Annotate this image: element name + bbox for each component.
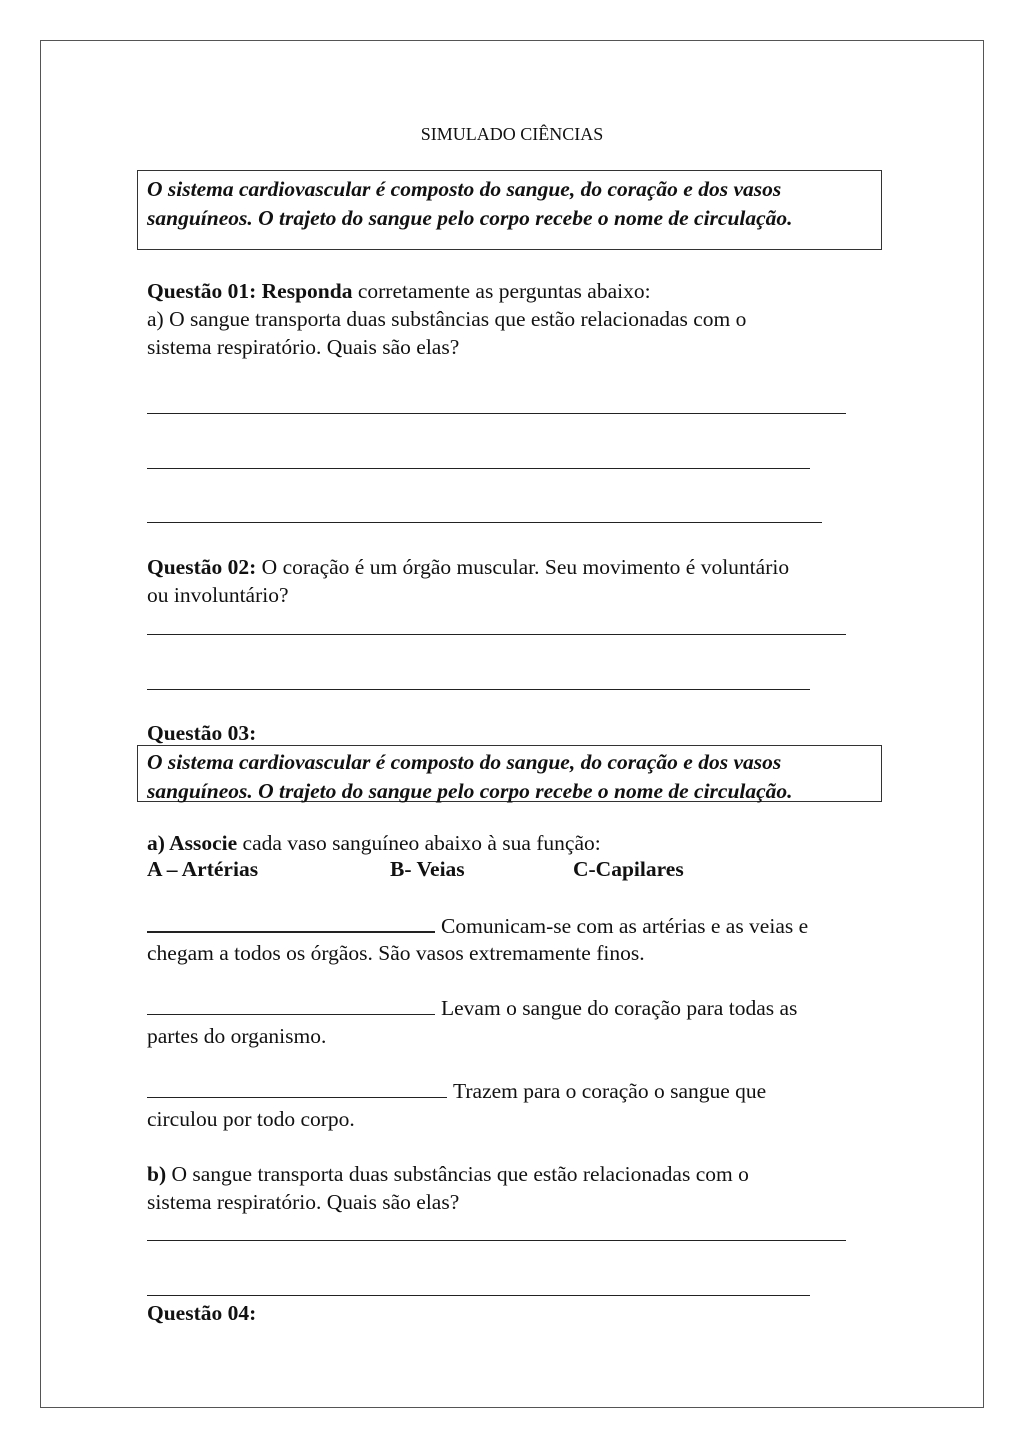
answer-line[interactable] [147,689,810,690]
question-2-text: O coração é um órgão muscular. Seu movimento é voluntário [256,555,790,579]
answer-line[interactable] [147,634,846,635]
option-arterias [147,855,258,883]
question-2-label: Questão 02: [147,555,257,579]
match-blank[interactable] [147,911,435,933]
question-3-label-text: Questão 03: [147,721,257,745]
question-4-label-text: Questão 04: [147,1301,257,1325]
answer-line[interactable] [147,468,810,469]
answer-line[interactable] [147,522,822,523]
answer-line[interactable] [147,1295,810,1296]
match-item-2-line-2: partes do organismo. [147,1024,327,1048]
match-item-3-text: Trazem para o coração o sangue que [453,1079,767,1103]
question-3-box-line-1: O sistema cardiovascular é composto do sangue, do coração e dos vasos [147,750,782,774]
question-3a-heading [147,829,601,857]
question-1-instruction: corretamente as perguntas abaixo: [352,279,651,303]
answer-line[interactable] [147,1240,846,1241]
intro-box-line-2: sanguíneos. O trajeto do sangue pelo corpo recebe o nome de circulação. [147,206,793,230]
page-title: SIMULADO CIÊNCIAS [420,124,604,144]
match-item-1-line-2: chegam a todos os órgãos. São vasos extremamente finos. [147,941,645,965]
match-item-2-line-1 [147,994,797,1022]
question-3-box-line-2: sanguíneos. O trajeto do sangue pelo corpo recebe o nome de circulação. [147,779,793,803]
match-item-3-line-1 [147,1077,766,1105]
match-item-1-text: Comunicam-se com as artérias e as veias e [441,914,809,938]
question-2-line-2: ou involuntário? [147,583,289,607]
intro-box [137,170,882,250]
question-1-heading [147,277,651,305]
intro-box-line-1: O sistema cardiovascular é composto do sangue, do coração e dos vasos [147,177,782,201]
question-3b-heading [147,1160,749,1188]
question-1a-line-1: a) O sangue transporta duas substâncias que estão relacionadas com o [147,307,747,331]
question-2-heading [147,553,789,581]
question-3b-label: b) [147,1162,167,1186]
option-veias [390,855,465,883]
question-1-label: Questão 01: Responda [147,279,353,303]
question-3-box [137,745,882,802]
match-item-1-line-1 [147,911,808,940]
option-capilares [573,855,684,883]
match-blank[interactable] [147,994,435,1015]
question-3a-instruction: cada vaso sanguíneo abaixo à sua função: [237,831,601,855]
match-item-3-line-2: circulou por todo corpo. [147,1107,355,1131]
answer-line[interactable] [147,413,846,414]
question-3a-label: a) Associe [147,831,238,855]
question-3-label [147,719,256,747]
match-blank[interactable] [147,1077,447,1098]
question-3b-text: O sangue transporta duas substâncias que estão relacionadas com o [166,1162,749,1186]
option-veias-text: B- Veias [390,857,465,881]
question-1a-line-2: sistema respiratório. Quais são elas? [147,335,460,359]
question-4-label [147,1299,256,1327]
question-3b-line-2: sistema respiratório. Quais são elas? [147,1190,460,1214]
option-arterias-text: A – Artérias [147,857,259,881]
option-capilares-text: C-Capilares [573,857,684,881]
match-item-2-text: Levam o sangue do coração para todas as [441,996,798,1020]
